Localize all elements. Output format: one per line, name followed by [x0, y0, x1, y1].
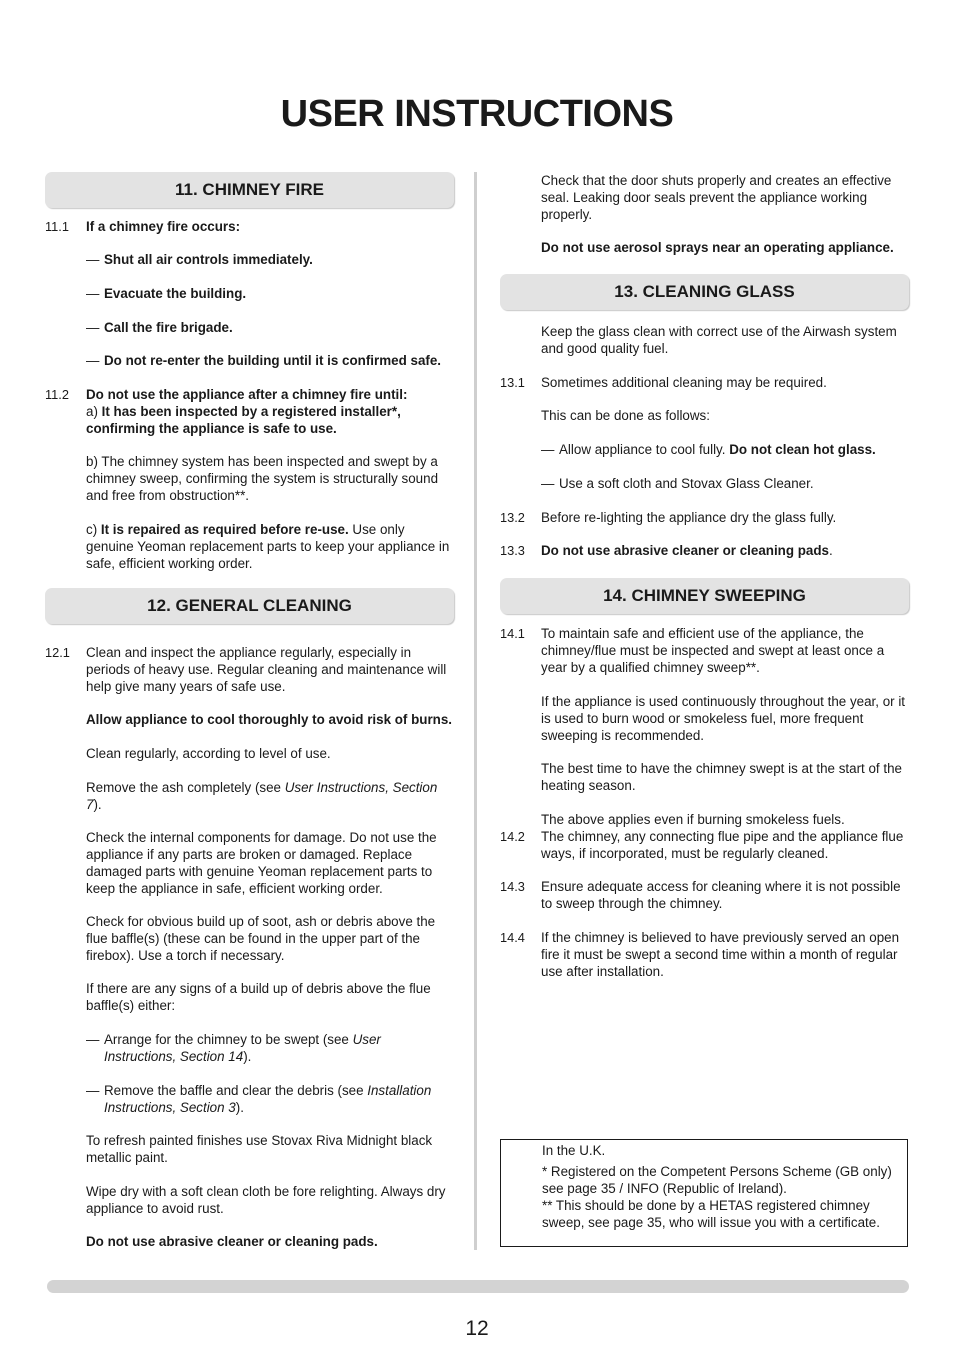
item-14-4	[500, 929, 909, 980]
item-text: If a chimney fire occurs:	[86, 219, 241, 234]
list-item-text	[104, 1082, 454, 1116]
item-11-1	[45, 218, 454, 235]
text: Remove the ash completely (see	[86, 780, 285, 795]
condition-prefix: a)	[86, 404, 102, 419]
page-number: 12	[465, 1317, 489, 1340]
item-text: Do not use the appliance after a chimney fire until:	[86, 387, 408, 402]
dash-bullet: —	[541, 476, 555, 491]
text: Remove the baffle and clear the debris (see	[104, 1083, 368, 1098]
condition-text-bold: It is repaired as required before re-use.	[100, 522, 349, 537]
left-column	[45, 172, 454, 1250]
text: ).	[243, 1049, 252, 1064]
warning-text: Do not use abrasive cleaner or cleaning pads	[541, 543, 829, 558]
dash-bullet: —	[86, 286, 100, 301]
item-13-3	[500, 542, 909, 559]
item-text: Sometimes additional cleaning may be required.	[541, 375, 827, 390]
paragraph: This can be done as follows:	[541, 408, 710, 423]
condition-text: Use only genuine Yeoman replacement parts to keep your appliance in safe, efficient working order.	[86, 522, 450, 571]
dash-bullet: —	[86, 1032, 100, 1047]
list-item	[45, 251, 454, 268]
list-item	[500, 441, 909, 458]
dash-bullet: —	[86, 353, 100, 368]
condition-b: b) The chimney system has been inspected and swept by a chimney sweep, confirming the system is structurally sound and free from obstruction**.	[86, 454, 439, 503]
footnote-line: * Registered on the Competent Persons Scheme (GB only) see page 35 / INFO (Republic of Ireland).	[542, 1164, 892, 1196]
item-body	[541, 625, 909, 828]
item-number: 13.3	[500, 543, 525, 558]
reference-link: User Instructions, Section 14	[104, 1032, 381, 1064]
item-14-3	[500, 878, 909, 912]
item-text: To maintain safe and efficient use of the appliance, the chimney/flue must be inspected and swept at least once a year by a qualified chimney sweep**.	[541, 626, 885, 675]
item-number: 14.3	[500, 879, 525, 894]
item-body	[86, 386, 454, 572]
item-text: Ensure adequate access for cleaning where it is not possible to sweep through the chimney.	[541, 879, 901, 911]
warning-text: Do not use abrasive cleaner or cleaning pads.	[86, 1234, 378, 1249]
item-text: Before re-lighting the appliance dry the glass fully.	[541, 510, 837, 525]
condition-prefix: c)	[86, 522, 101, 537]
paragraph: Wipe dry with a soft clean cloth be fore relighting. Always dry appliance to avoid rust.	[86, 1184, 446, 1216]
paragraph: To refresh painted finishes use Stovax Riva Midnight black metallic paint.	[86, 1133, 433, 1165]
text: .	[829, 543, 833, 558]
list-item-text: Use a soft cloth and Stovax Glass Cleaner.	[559, 476, 814, 491]
footnote-line: In the U.K.	[542, 1143, 606, 1158]
condition-c	[86, 521, 454, 572]
paragraph: The above applies even if burning smokeless fuels.	[541, 812, 845, 827]
list-item	[500, 475, 909, 492]
reference-link: User Instructions, Section 7	[86, 780, 438, 812]
item-14-1	[500, 625, 909, 828]
paragraph: Clean and inspect the appliance regularly, especially in periods of heavy use. Regular cleaning and maintenance will help give many years of safe use.	[86, 645, 447, 694]
list-item-text	[559, 441, 876, 458]
item-text: If the chimney is believed to have previously served an open fire it must be swept a second time within a month of regular use after installation.	[541, 930, 900, 979]
text: Allow appliance to cool fully.	[559, 442, 730, 457]
item-13-2	[500, 509, 909, 526]
paragraph: Check that the door shuts properly and creates an effective seal. Leaking door seals prevent the appliance working properly.	[541, 173, 892, 222]
item-12-1	[45, 644, 454, 1014]
item-number: 13.1	[500, 375, 525, 390]
section-11-heading: 11. CHIMNEY FIRE	[45, 172, 454, 208]
item-text	[541, 542, 909, 559]
item-number: 11.2	[45, 387, 69, 402]
paragraph: Clean regularly, according to level of use.	[86, 746, 331, 761]
item-number: 13.2	[500, 510, 525, 525]
list-item-text: Call the fire brigade.	[104, 320, 233, 335]
item-number: 12.1	[45, 645, 70, 660]
paragraph: If there are any signs of a build up of debris above the flue baffle(s) either:	[86, 981, 431, 1013]
footnote-box	[500, 1139, 908, 1247]
dash-bullet: —	[541, 442, 555, 457]
list-item	[45, 1082, 454, 1116]
paragraph: Check for obvious build up of soot, ash or debris above the flue baffle(s) (these can be found in the upper part of the firebox). Use a torch if necessary.	[86, 914, 436, 963]
text: Arrange for the chimney to be swept (see	[104, 1032, 353, 1047]
item-13-1	[500, 374, 909, 391]
item-number: 14.2	[500, 829, 525, 844]
warning-text: Do not use aerosol sprays near an operating appliance.	[541, 240, 894, 255]
paragraph	[86, 779, 454, 813]
item-14-2	[500, 828, 909, 862]
item-body	[86, 644, 454, 1014]
item-number: 11.1	[45, 219, 69, 234]
item-text: The chimney, any connecting flue pipe and the appliance flue ways, if incorporated, must be regularly cleaned.	[541, 829, 904, 861]
warning-text: Do not clean hot glass.	[729, 442, 876, 457]
section-13-heading: 13. CLEANING GLASS	[500, 274, 909, 310]
list-item-text: Shut all air controls immediately.	[104, 252, 313, 267]
item-number: 14.4	[500, 930, 525, 945]
warning-text: Allow appliance to cool thoroughly to avoid risk of burns.	[86, 712, 453, 727]
list-item	[45, 352, 454, 369]
paragraph: Keep the glass clean with correct use of the Airwash system and good quality fuel.	[541, 324, 897, 356]
right-column	[500, 172, 909, 980]
reference-link: Installation Instructions, Section 3	[104, 1083, 432, 1115]
list-item	[45, 285, 454, 302]
item-number: 14.1	[500, 626, 525, 641]
footer-bar	[47, 1280, 909, 1293]
text: ).	[235, 1100, 244, 1115]
section-14-heading: 14. CHIMNEY SWEEPING	[500, 578, 909, 614]
paragraph: Check the internal components for damage. Do not use the appliance if any parts are broken or damaged. Replace damaged parts with genuine Yeoman replacement parts to keep the appliance in safe, efficient working order.	[86, 830, 437, 896]
text: ).	[93, 797, 102, 812]
page-title: USER INSTRUCTIONS	[280, 93, 674, 135]
list-item-text: Do not re-enter the building until it is confirmed safe.	[104, 353, 442, 368]
paragraph: If the appliance is used continuously throughout the year, or it is used to burn wood or smokeless fuel, more frequent sweeping is recommended.	[541, 694, 906, 743]
column-divider	[474, 172, 477, 1250]
list-item	[45, 1031, 454, 1065]
list-item-text	[104, 1031, 454, 1065]
condition-text: It has been inspected by a registered installer*, confirming the appliance is safe to use.	[86, 404, 401, 436]
condition-a	[86, 403, 454, 437]
footnote-line: ** This should be done by a HETAS registered chimney sweep, see page 35, who will issue you with a certificate.	[542, 1198, 880, 1230]
dash-bullet: —	[86, 320, 100, 335]
list-item	[45, 319, 454, 336]
section-12-heading: 12. GENERAL CLEANING	[45, 588, 454, 624]
list-item-text: Evacuate the building.	[104, 286, 247, 301]
dash-bullet: —	[86, 252, 100, 267]
paragraph: The best time to have the chimney swept is at the start of the heating season.	[541, 761, 902, 793]
dash-bullet: —	[86, 1083, 100, 1098]
item-11-2	[45, 386, 454, 572]
